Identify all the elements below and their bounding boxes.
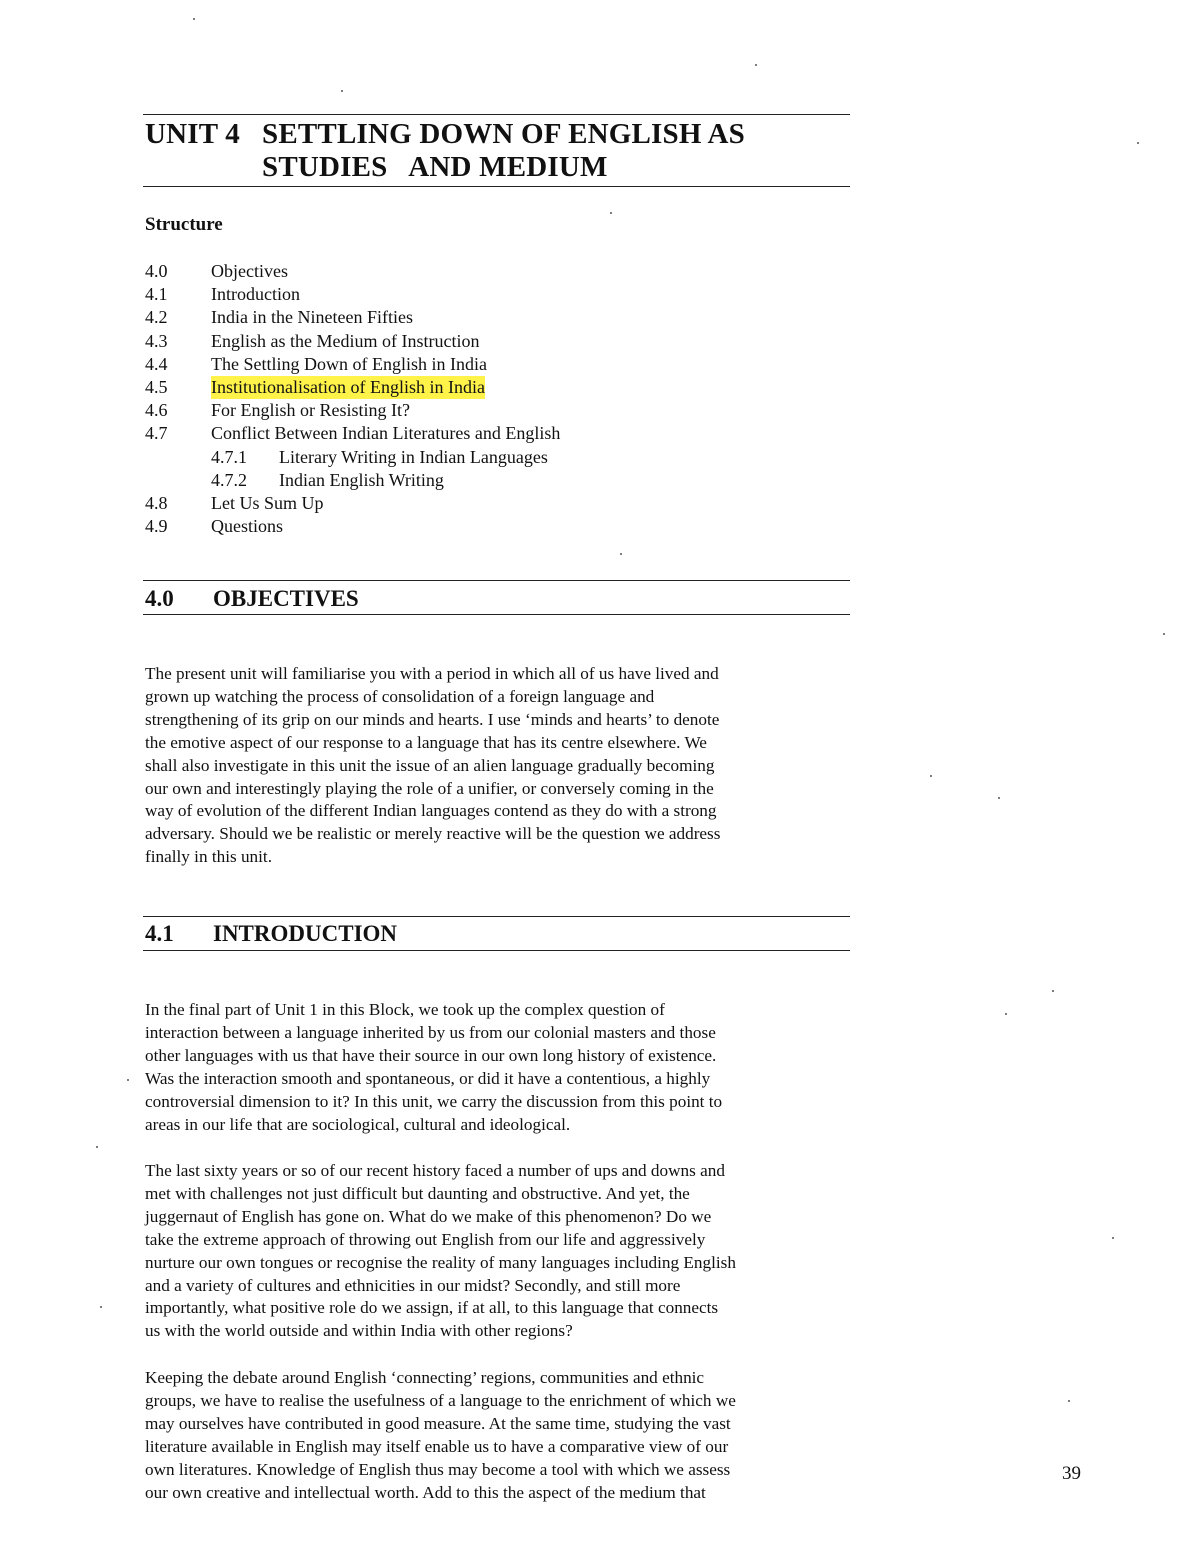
introduction-heading <box>145 921 397 947</box>
text-line: us with the world outside and within India with other regions? <box>145 1321 573 1341</box>
introduction-rule-top <box>143 916 850 917</box>
text-line: nurture our own tongues or recognise the reality of many languages including English <box>145 1252 736 1272</box>
toc-number: 4.4 <box>145 353 168 374</box>
unit-title-line-2: STUDIES AND MEDIUM <box>262 151 608 183</box>
toc-subitem <box>145 469 560 492</box>
title-rule-top <box>143 114 850 115</box>
scan-speck <box>341 90 343 92</box>
toc-label: For English or Resisting It? <box>211 400 410 421</box>
toc-number: 4.3 <box>145 330 168 351</box>
text-line: the emotive aspect of our response to a language that has its centre elsewhere. We <box>145 732 707 752</box>
toc-label: Literary Writing in Indian Languages <box>279 446 548 467</box>
toc-number: 4.7 <box>145 423 168 444</box>
toc-number: 4.9 <box>145 516 168 537</box>
toc-label: English as the Medium of Instruction <box>211 330 480 351</box>
section-number: 4.1 <box>145 921 174 946</box>
scan-speck <box>1052 990 1054 992</box>
text-line: shall also investigate in this unit the issue of an alien language gradually becoming <box>145 755 715 775</box>
scan-speck <box>193 18 195 20</box>
structure-heading: Structure <box>145 214 223 235</box>
text-line: interaction between a language inherited by us from our colonial masters and those <box>145 1022 716 1042</box>
introduction-paragraph-2 <box>145 1160 850 1343</box>
scan-speck <box>610 212 612 214</box>
toc-label: Introduction <box>211 284 300 305</box>
scan-speck <box>127 1079 129 1081</box>
toc-label-highlighted: Institutionalisation of English in India <box>211 376 485 399</box>
scan-speck <box>755 64 757 66</box>
section-title: INTRODUCTION <box>213 921 398 946</box>
objectives-heading <box>145 586 359 612</box>
text-line: may ourselves have contributed in good measure. At the same time, studying the vast <box>145 1413 731 1433</box>
section-title: OBJECTIVES <box>213 586 359 611</box>
scan-speck <box>100 1306 102 1308</box>
unit-number: UNIT 4 <box>145 118 240 150</box>
scan-speck <box>620 553 622 555</box>
objectives-rule-bottom <box>143 614 850 615</box>
toc-item-highlighted <box>145 376 560 399</box>
text-line: grown up watching the process of consolidation of a foreign language and <box>145 686 655 706</box>
scan-speck <box>1005 1013 1007 1015</box>
objectives-paragraph <box>145 663 850 869</box>
objectives-rule-top <box>143 580 850 581</box>
scan-speck <box>1068 1400 1070 1402</box>
toc-item <box>145 283 560 306</box>
introduction-rule-bottom <box>143 950 850 951</box>
table-of-contents <box>145 260 560 538</box>
text-line: adversary. Should we be realistic or merely reactive will be the question we address <box>145 824 721 844</box>
text-line: The last sixty years or so of our recent history faced a number of ups and downs and <box>145 1161 725 1180</box>
text-line: strengthening of its grip on our minds and hearts. I use ‘minds and hearts’ to denote <box>145 709 720 729</box>
text-line: our own and interestingly playing the role of a unifier, or conversely coming in the <box>145 778 714 798</box>
toc-subitem <box>145 446 560 469</box>
toc-item <box>145 422 560 445</box>
toc-label: Conflict Between Indian Literatures and English <box>211 423 561 444</box>
text-line: met with challenges not just difficult but daunting and obstructive. And yet, the <box>145 1183 690 1203</box>
text-line: own literatures. Knowledge of English thus may become a tool with which we assess <box>145 1459 731 1479</box>
text-line: and a variety of cultures and ethnicities in our midst? Secondly, and still more <box>145 1275 681 1295</box>
text-line: finally in this unit. <box>145 847 272 867</box>
toc-label: The Settling Down of English in India <box>211 353 487 374</box>
toc-label: Questions <box>211 516 283 537</box>
toc-label: Objectives <box>211 261 288 281</box>
text-line: juggernaut of English has gone on. What do we make of this phenomenon? Do we <box>145 1206 712 1226</box>
text-line: take the extreme approach of throwing out English from our life and aggressively <box>145 1229 706 1249</box>
unit-title <box>145 118 745 184</box>
text-line: In the final part of Unit 1 in this Block, we took up the complex question of <box>145 1000 665 1019</box>
scan-speck <box>1163 633 1165 635</box>
toc-number: 4.7.1 <box>211 446 247 467</box>
introduction-paragraph-3 <box>145 1367 850 1504</box>
text-line: literature available in English may itself enable us to have a comparative view of our <box>145 1436 729 1456</box>
toc-item <box>145 330 560 353</box>
scan-speck <box>1112 1237 1114 1239</box>
toc-label: India in the Nineteen Fifties <box>211 307 413 328</box>
text-line: Was the interaction smooth and spontaneous, or did it have a contentious, a highly <box>145 1068 711 1088</box>
toc-label: Indian English Writing <box>279 469 444 490</box>
toc-number: 4.2 <box>145 307 168 328</box>
introduction-paragraph-1 <box>145 999 850 1136</box>
toc-number: 4.6 <box>145 400 168 421</box>
scan-speck <box>1137 142 1139 144</box>
toc-item <box>145 492 560 515</box>
unit-title-line-1: SETTLING DOWN OF ENGLISH AS <box>262 118 745 150</box>
text-line: importantly, what positive role do we assign, if at all, to this language that connects <box>145 1298 719 1318</box>
toc-number: 4.5 <box>145 376 168 397</box>
toc-label: Let Us Sum Up <box>211 492 324 513</box>
text-line: The present unit will familiarise you with a period in which all of us have lived and <box>145 664 719 683</box>
toc-item <box>145 306 560 329</box>
scan-speck <box>930 775 932 777</box>
text-line: other languages with us that have their source in our own long history of existence. <box>145 1045 717 1065</box>
toc-number: 4.8 <box>145 492 168 513</box>
title-rule-bottom <box>143 186 850 187</box>
text-line: Keeping the debate around English ‘connecting’ regions, communities and ethnic <box>145 1368 705 1387</box>
page-number: 39 <box>1062 1463 1081 1484</box>
scan-speck <box>998 797 1000 799</box>
section-number: 4.0 <box>145 586 174 611</box>
text-line: our own creative and intellectual worth. Add to this the aspect of the medium that <box>145 1482 706 1502</box>
toc-number: 4.0 <box>145 261 168 281</box>
text-line: controversial dimension to it? In this unit, we carry the discussion from this point to <box>145 1091 723 1111</box>
toc-item <box>145 353 560 376</box>
text-line: way of evolution of the different Indian languages contend as they do with a strong <box>145 801 717 821</box>
toc-item <box>145 515 560 538</box>
text-line: groups, we have to realise the usefulness of a language to the enrichment of which we <box>145 1390 736 1410</box>
scan-speck <box>96 1146 98 1148</box>
toc-item <box>145 399 560 422</box>
toc-item <box>145 260 560 283</box>
toc-number: 4.1 <box>145 284 168 305</box>
text-line: areas in our life that are sociological, cultural and ideological. <box>145 1114 571 1134</box>
toc-number: 4.7.2 <box>211 469 247 490</box>
